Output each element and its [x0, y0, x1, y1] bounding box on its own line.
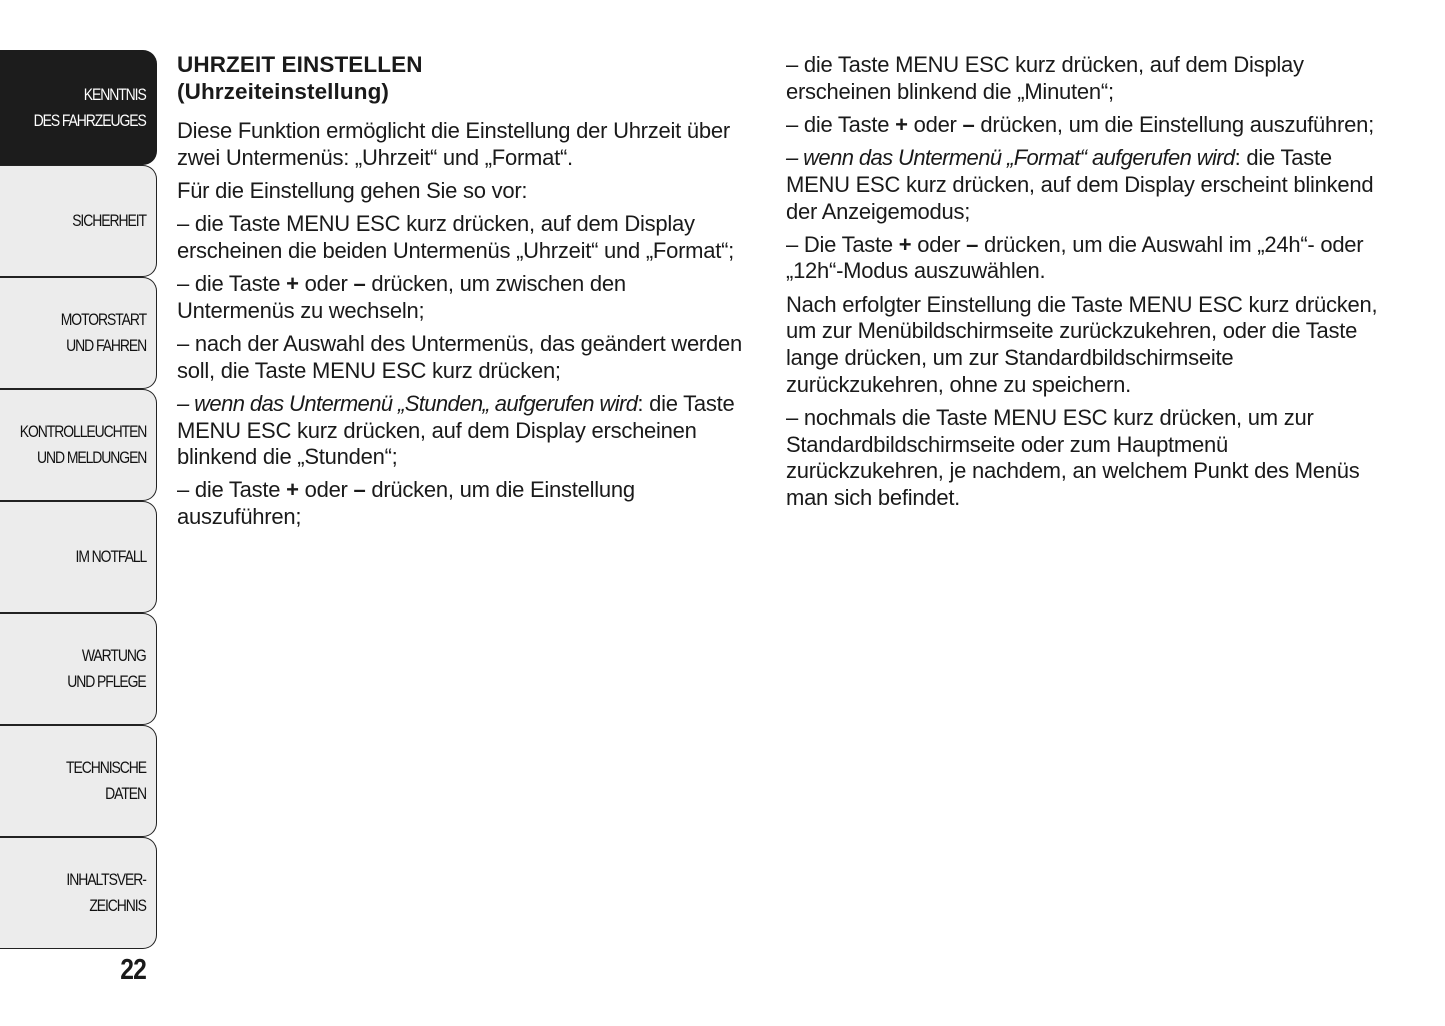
tab-im-notfall[interactable]: [0, 501, 157, 613]
step-text: – Die Taste: [786, 231, 899, 257]
tab-technische-daten[interactable]: [0, 725, 157, 837]
plus-key-symbol: +: [895, 111, 908, 137]
tab-kontrolleuchten-und-meldungen[interactable]: [0, 389, 157, 501]
tab-label: MOTORSTART UND FAHREN: [60, 310, 146, 355]
step-text: oder: [298, 477, 354, 503]
condition-italic: – wenn das Untermenü „Stunden„ aufgerufen wird: [177, 390, 638, 416]
plus-key-symbol: +: [286, 477, 299, 503]
step-text: drücken, um die Auswahl im „24h“- oder „12h“-Modus auszuwählen.: [786, 231, 1364, 284]
step-text: : die Taste MENU ESC kurz drücken, auf dem Display erscheinen blinkend die „Stunden“;: [177, 390, 735, 470]
final-step: – nochmals die Taste MENU ESC kurz drücken, um zur Standardbildschirmseite oder zum Hauptmenü zurückzukehren, je nachdem, an welchem Punkt des Menüs man sich befindet.: [786, 404, 1360, 511]
tab-label: KENNTNIS DES FAHRZEUGES: [33, 84, 146, 130]
step-6: – die Taste MENU ESC kurz drücken, auf dem Display erscheinen blinkend die „Minuten“;: [786, 52, 1304, 104]
minus-key-symbol: –: [353, 271, 366, 297]
step-9: [786, 232, 1386, 285]
condition-italic: – wenn das Untermenü „Format“ aufgerufen wird: [786, 145, 1235, 171]
step-text: drücken, um die Einstellung auszuführen;: [974, 111, 1374, 137]
left-column: [177, 52, 747, 537]
intro-paragraph: Diese Funktion ermöglicht die Einstellung der Uhrzeit über zwei Untermenüs: „Uhrzeit“ und „Format“.: [177, 118, 730, 170]
tab-label: TECHNISCHE DATEN: [66, 758, 146, 803]
step-text: oder: [907, 111, 963, 137]
procedure-intro: Für die Einstellung gehen Sie so vor:: [177, 177, 528, 203]
chapter-tabs: [0, 50, 157, 949]
step-1: – die Taste MENU ESC kurz drücken, auf dem Display erscheinen die beiden Untermenüs „Uhrzeit“ und „Format“;: [177, 211, 735, 263]
step-text: drücken, um zwischen den Untermenüs zu wechseln;: [177, 271, 626, 323]
step-8: [786, 145, 1386, 225]
tab-kenntnis-des-fahrzeuges[interactable]: [0, 50, 157, 165]
step-7: [786, 112, 1386, 139]
step-text: oder: [298, 271, 354, 297]
tab-label: KONTROLLEUCHTEN UND MELDUNGEN: [19, 422, 146, 467]
step-4: [177, 391, 747, 471]
after-setting-paragraph: Nach erfolgter Einstellung die Taste MENU ESC kurz drücken, um zur Menübildschirmseite zurückzukehren, oder die Taste lange drücken, um zur Standardbildschirmseite zurückzukehren, ohne zu speichern.: [786, 291, 1378, 397]
step-text: – die Taste: [177, 477, 287, 503]
heading-title: UHRZEIT EINSTELLEN: [177, 52, 423, 77]
minus-key-symbol: –: [966, 231, 979, 257]
step-text: drücken, um die Einstellung auszuführen;: [177, 477, 635, 530]
minus-key-symbol: –: [353, 477, 366, 503]
right-column: [786, 52, 1386, 518]
step-text: – die Taste: [177, 271, 287, 297]
tab-label: INHALTSVER- ZEICHNIS: [66, 870, 146, 915]
section-heading: [177, 52, 747, 105]
step-text: – die Taste: [786, 111, 896, 137]
tab-label: IM NOTFALL: [75, 547, 146, 566]
tab-motorstart-und-fahren[interactable]: [0, 277, 157, 389]
minus-key-symbol: –: [962, 111, 975, 137]
step-5: [177, 477, 747, 530]
step-3: – nach der Auswahl des Untermenüs, das geändert werden soll, die Taste MENU ESC kurz drücken;: [177, 330, 742, 383]
step-text: oder: [911, 231, 967, 257]
plus-key-symbol: +: [286, 271, 299, 297]
tab-wartung-und-pflege[interactable]: [0, 613, 157, 725]
tab-sicherheit[interactable]: [0, 165, 157, 277]
tab-inhaltsverzeichnis[interactable]: [0, 837, 157, 949]
heading-subtitle: (Uhrzeiteinstellung): [177, 78, 390, 104]
tab-label: SICHERHEIT: [72, 211, 146, 230]
step-text: : die Taste MENU ESC kurz drücken, auf dem Display erscheint blinkend der Anzeigemodus;: [786, 145, 1374, 224]
page-number: 22: [120, 954, 146, 986]
plus-key-symbol: +: [898, 231, 912, 257]
tab-label: WARTUNG UND PFLEGE: [67, 646, 146, 691]
step-2: [177, 271, 747, 324]
